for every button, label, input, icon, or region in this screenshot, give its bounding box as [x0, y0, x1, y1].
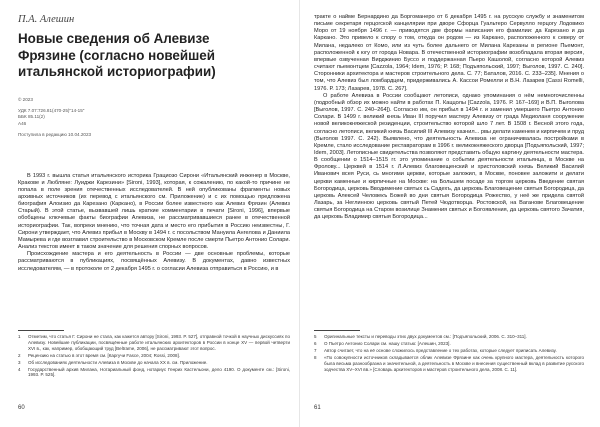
article-author: П.А. Алешин: [18, 14, 75, 25]
article-title: [18, 31, 290, 81]
footnote-number: 3: [18, 359, 21, 365]
footnote-text: «По совокупности источников складывается облик Алевизе Фрязине как очень крупного мастера, деятельность которого была весьма разнообразна и значительной, а деятельность в Москве и внесения существенный вклад в развитие русского зодчества XV–XVI вв.» [Cловарь архитекторов и мастеров строительного дела, 2008. С. 11].: [324, 354, 584, 372]
udc-code: УДК 7.07:726.81(470-25)"14-15": [18, 107, 85, 113]
footnote-text: Государственный архив Милана, Нотариальный фонд, нотариус Генрих Кастельони, дело 4190. О документе см.: [Sironi, 1993. P. 525].: [28, 366, 290, 378]
footnote: [314, 341, 584, 347]
footnote: [18, 367, 290, 379]
page-number: 60: [18, 405, 25, 411]
right-footnotes: [314, 330, 584, 373]
paragraph: Происхождение мастера и его деятельность в России — две основные проблемы, которые рассматриваются в публикациях, посвящённых Алевизу. В документах, давно известных исследователям, — в протоколе от 2 декабря 1495 г. о согласии Алевиза отправиться в Россию, и в: [18, 251, 290, 272]
footnote-number: 2: [18, 352, 21, 358]
footnote: [314, 334, 584, 340]
copyright-line: © 2023: [18, 96, 33, 102]
footnote-number: 6: [314, 340, 317, 346]
article-title-line: Новые сведения об Алевизе: [18, 31, 210, 46]
page-number: 61: [314, 405, 321, 411]
article-title-line: итальянской историографии): [18, 64, 216, 79]
footnote: [18, 334, 290, 352]
footnote: [18, 353, 290, 359]
footnote-number: 5: [314, 334, 317, 339]
paragraph: В 1993 г. вышла статья итальянского историка Грациозо Сирони «Итальянский инженер в Москве, Кракове и Любляне: Луиджи Карезини» [Sironi, 1993], которая, к сожалению, по какой-то причине не попала в поле зрения отечественных исследователей. В ней опубликованы фрагменты новых архивных источников (их перевод с итальянского см. Приложение) и с их помощью предложена биография Алоизио да Карезано (Каркано), в России более известного как Алевиз Фрязин (Алевиз Старый). В этой статье, вызвавшей лишь краткие комментарии в печати [Sironi, 1996], впервые обобщены ключевые факты биографии Алевиза, не рассматривавшиеся ранее в отечественной историографии. Так, вопреки мнению, что точная дата и место его прибытия в Россию неизвестны, Г. Сирони утверждает, что Алевиз прибыл в Москву в 1494 г. с посольством Мануила Ангелова и Даниила Мамырева и где возглавил строительство в Московском Кремле после смерти Пьетро Антонио Солари. Анализ текстов имеет в таком значение для решения спорных вопросов.: [18, 172, 290, 251]
paragraph: О работе Алевиза в России сообщают летописи, однако упоминания о нём немногочисленны (подробный обзор их можно найти в работах П. Каццолы [Cazzola, 1976. Р. 167–169] и В.П. Выголова [Выголов, 1997. С. 240–264]). Согласно им, он прибыл в 1494 г. и заменил умершего Пьетро Антонио Солари. В 1499 г. великий князь Иван III поручил мастеру Алевизу от града Медиоланя сооружение новой великокняжеской резиденции, строительство которой шло 7 лет. В 1508 г. Весной этого года, согласно летописи, великий князь Василий III Алевизу казнил... рвы делати каменем и кирпичем и пруд (Выголов 1997. С. 242). Выявлено, что деятельность Алевиза не ограничивалась постройками в Кремле, стало исследование реставраторам в 1996 г. великокняжеского дворца [Подъяпольский, 1997; Idem, 2003]. Летописные свидетельства позволяют представить общую картину деятельности мастера. В сообщении о 1514–1515 гг. это упоминание о событии деятельности итальянца, в Москве на Фролову... Церквей в 1514 г. Л.Алевиз благовещенский и христоловский князь Великий Василий Иванович всея Руси, сь многими церкви, которые заложил, в Москве, поновее заложити и делати церкви каменные и кирпичные на Москве: на Большем посаде за торгом церковь Введение святая Богородица, церковь Вводимение святых сь Садехъ, да церковь Благовещение святыя Богородица, да церковь Алексей Человекъ Божей во дни святыя Богородица Рожество, у неё же придела святой Лазарь, за Неглинною церковь святый Петей Чюдотворца. Ростовской, на Ваганове Благовещение святыя Богородица на Старом возилице Знамения святых и Богоявления, да церковь святого Зачатия, да церковь Владимир святыя Богородица...: [314, 92, 584, 221]
received-date: Поступила в редакцию 10.04.2023: [18, 132, 92, 138]
bbk-code: ББК 85.11(2): [18, 114, 45, 120]
footnote-text: Отметим, что статья Г. Сирони не стала, как кажется автору [Sironi, 1993. P. 527], отправной точкой в научных дискуссиях по Алевизу. Новейшие публикации, посвящённые работе итальянских архитекторов в России в конце XV — первой четверти XVI в., как, например, обобщающий труд [Beltrame, 2006], не рассматривают этот вопрос.: [28, 334, 290, 351]
left-body-text: [18, 173, 290, 273]
footnote-text: Автор считает, что на её основе сложилось представление о тех работах, которые следует приписать Алевизу.: [324, 347, 557, 353]
left-footnotes: [18, 330, 290, 379]
footnote: [314, 348, 584, 354]
footnote-text: Рецензию на статью в этот время см. [Каргучи Fasce, 2004; Rossi, 2008].: [28, 352, 180, 358]
footnote-text: Об исследованиях деятельности Алевиза в Москве до начала XX в. см. Приложение.: [28, 359, 208, 365]
right-body-text: [314, 14, 584, 222]
footnote-number: 8: [314, 354, 317, 360]
footnote-number: 1: [18, 334, 21, 339]
footnote-number: 4: [18, 366, 21, 372]
footnote-text: Оригинальные тексты и переводы этих двух документов см.: [Подъяпольский, 2006. С. 310–311].: [324, 334, 527, 339]
footnote-text: О Пьетро Антонио Солари см. нашу статью: [Алешин, 2023].: [324, 340, 451, 346]
author-mark: А46: [18, 120, 27, 126]
paragraph: тракте о найме Бернардино да Боргоманеро от 6 декабря 1495 г. на русскую службу и знаменитом письме секретаря герцогской канцелярии при дворе Сфорца Гуальтеро Сервулло герцогу Лодовико Моро от 19 ноября 1496 г. — приводятся две формы написания его фамилии: да Карезано и да Каркано. Это привело к спору о том, откуда он родом — из Каркано, расположенного к северу от Милана, недалеко от Комо, или из чуть более дальнего от Милана Карезаны в регионе Пьемонт, расположенной к югу от города Новара. В отечественной историографии возобладала вторая версия, впервые озвученная Вирджинио Буссо и поддержанная Пьеро Кашолой, согласно которой Алевиз считают пьемонтцем [Cazzola, 1964; Idem, 1976; Р. 168; Подъяпольский, 1997; Выголов, 1997. С. 240]. Сторонники архитектора и мастеров строительного дела. С. 77; Баталов, 2016. С. 233–235]. Мнения о том, что Алевиз был ломбардцем, придерживались А. Кассои Ромелли и В.Н. Лазарев [Cassi Romelli, 1976. Р. 173; Лазарев, 1978. С. 267].: [314, 14, 584, 92]
article-title-line: Фрязине (согласно новейшей: [18, 47, 215, 63]
footnote-number: 7: [314, 347, 317, 353]
footnote: [314, 355, 584, 373]
article-metadata: [18, 97, 290, 139]
footnote: [18, 360, 290, 366]
